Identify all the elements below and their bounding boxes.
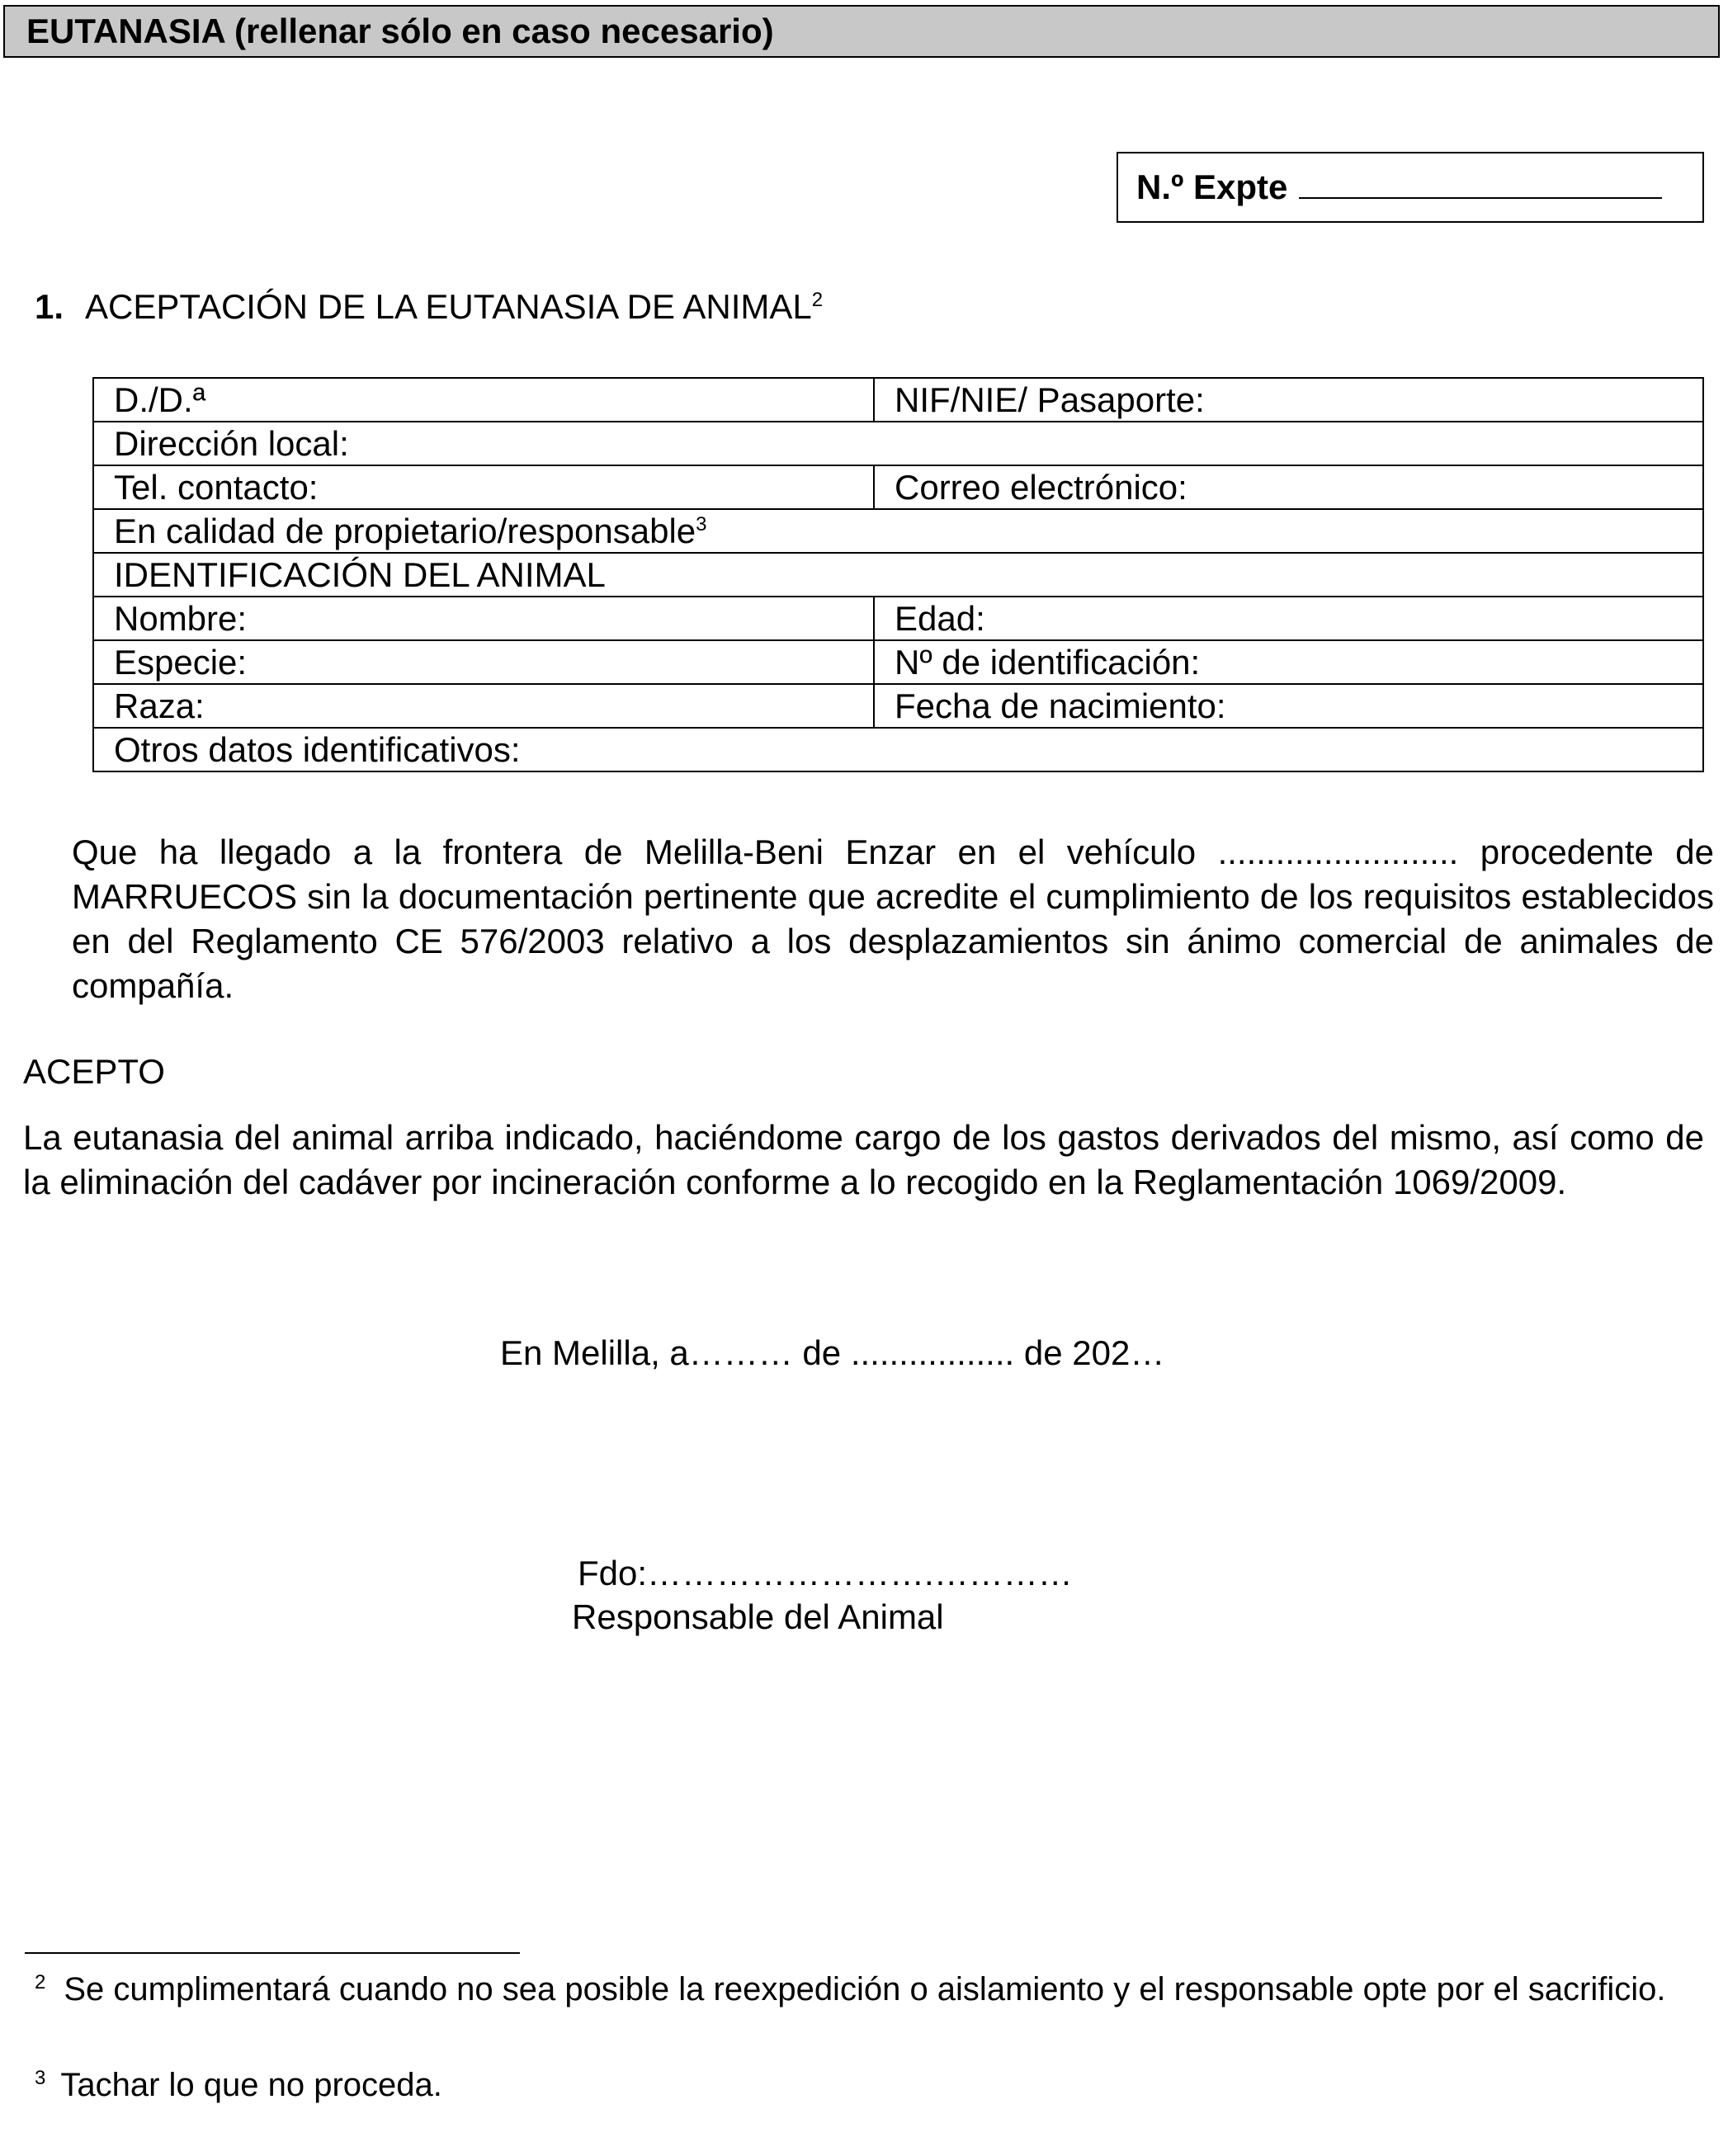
date-line[interactable]: En Melilla, a……… de ................. de 202… [500, 1333, 1165, 1372]
acceptance-statement: La eutanasia del animal arriba indicado, haciéndome cargo de los gastos derivados del mismo, así como de la eliminación del cadáver por incineración conforme a lo recogido en la Reglamentación 1069/2009. [23, 1118, 1704, 1201]
footnote-2 [35, 1967, 1704, 2012]
field-birth-date[interactable]: Fecha de nacimiento: [874, 684, 1703, 728]
field-local-address[interactable]: Dirección local: [93, 422, 1703, 465]
table-row [93, 684, 1703, 728]
footnote-ref-3: 3 [696, 513, 707, 535]
table-row [93, 422, 1703, 465]
footnote-number: 2 [35, 1970, 46, 1993]
table-row [93, 597, 1703, 640]
table-row [93, 378, 1703, 422]
acceptance-heading: ACEPTO [23, 1052, 165, 1091]
animal-identification-heading: IDENTIFICACIÓN DEL ANIMAL [93, 553, 1703, 597]
section-title-text: ACEPTACIÓN DE LA EUTANASIA DE ANIMAL [85, 287, 812, 326]
field-phone[interactable]: Tel. contacto: [93, 465, 874, 509]
signature-role: Responsable del Animal [572, 1597, 944, 1636]
expediente-number-field[interactable] [1299, 164, 1662, 199]
form-header-title: EUTANASIA (rellenar sólo en caso necesario) [3, 5, 1720, 58]
field-identification-number[interactable]: Nº de identificación: [874, 640, 1703, 684]
footnote-number: 3 [35, 2066, 46, 2089]
field-breed[interactable]: Raza: [93, 684, 874, 728]
field-age[interactable]: Edad: [874, 597, 1703, 640]
field-species[interactable]: Especie: [93, 640, 874, 684]
expediente-number-box [1117, 152, 1704, 223]
field-other-data[interactable]: Otros datos identificativos: [93, 728, 1703, 771]
field-id-document[interactable]: NIF/NIE/ Pasaporte: [874, 378, 1703, 422]
arrival-statement: Que ha llegado a la frontera de Melilla-Beni Enzar en el vehículo ......................... procedente de MARRUECOS sin la documentación pertinente que acredite el cumplimiento de los requisitos establecidos en del Reglamento CE 576/2003 relativo a los desplazamientos sin ánimo comercial de animales de compañía. [72, 833, 1714, 1005]
footnote-ref-2: 2 [811, 289, 824, 311]
table-row [93, 465, 1703, 509]
footnote-text: Se cumplimentará cuando no sea posible la reexpedición o aislamiento y el responsable opte por el sacrificio. [64, 1971, 1666, 2007]
table-row [93, 640, 1703, 684]
field-owner-role[interactable] [93, 509, 1703, 553]
field-animal-name[interactable]: Nombre: [93, 597, 874, 640]
field-email[interactable]: Correo electrónico: [874, 465, 1703, 509]
signature-line[interactable]: Fdo:…………………….………… [578, 1554, 1073, 1592]
field-name[interactable]: D./D.ª [93, 378, 874, 422]
section-number: 1. [35, 287, 64, 326]
table-row [93, 553, 1703, 597]
footnote-separator [25, 1952, 520, 1954]
table-row [93, 728, 1703, 771]
owner-role-label: En calidad de propietario/responsable [114, 512, 696, 550]
section-title [35, 287, 823, 327]
owner-animal-table [92, 377, 1704, 772]
footnote-text: Tachar lo que no proceda. [60, 2067, 442, 2103]
expediente-label: N.º Expte [1136, 167, 1288, 206]
footnote-3 [35, 2067, 442, 2104]
table-row [93, 509, 1703, 553]
